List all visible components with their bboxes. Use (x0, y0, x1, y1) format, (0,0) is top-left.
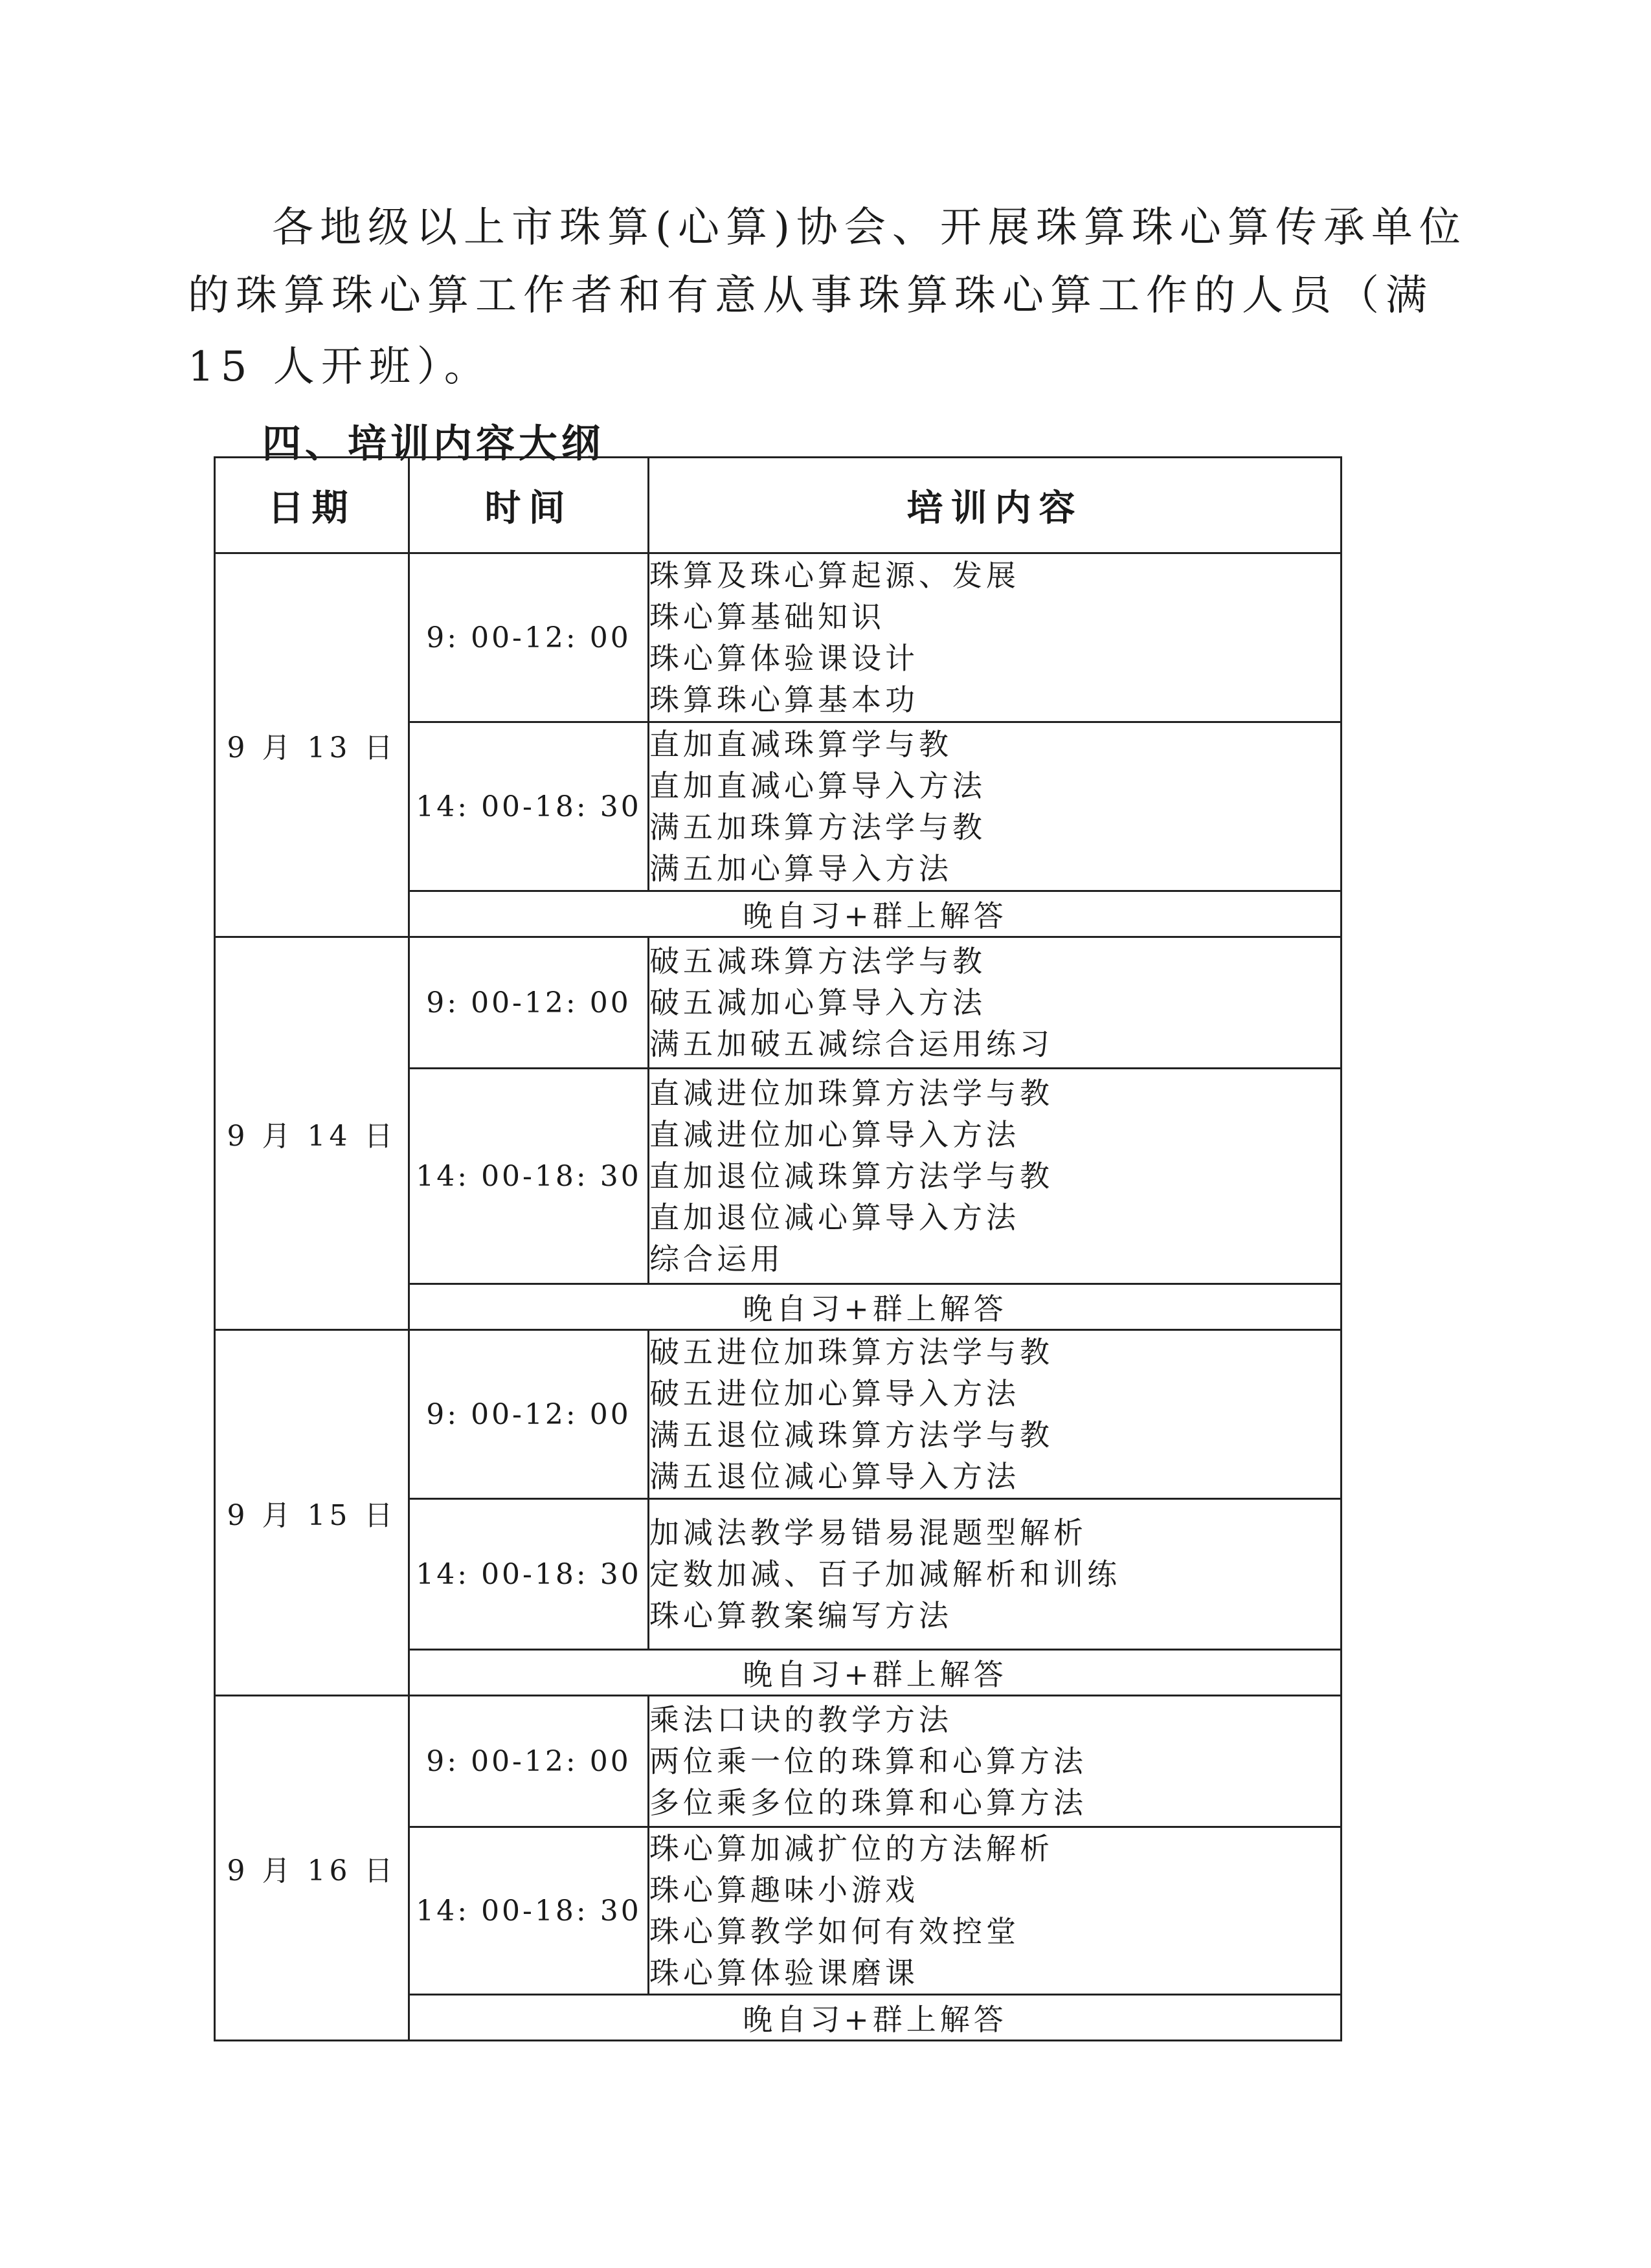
content-item: 乘法口诀的教学方法 (649, 1702, 952, 1737)
time-cell: 9: 00-12: 00 (409, 1696, 649, 1827)
evening-cell: 晚自习+群上解答 (409, 891, 1342, 937)
time-cell: 9: 00-12: 00 (409, 1330, 649, 1499)
content-item: 多位乘多位的珠算和心算方法 (649, 1785, 1087, 1820)
table-row (215, 553, 1342, 722)
time-cell: 9: 00-12: 00 (409, 553, 649, 722)
time-cell: 14: 00-18: 30 (409, 1827, 649, 1995)
content-item: 直加退位减心算导入方法 (649, 1200, 1020, 1235)
header-date: 日期 (215, 458, 409, 553)
content-item: 珠心算体验课磨课 (649, 1955, 919, 1990)
evening-cell: 晚自习+群上解答 (409, 1650, 1342, 1696)
content-cell (649, 937, 1342, 1069)
time-cell: 14: 00-18: 30 (409, 722, 649, 891)
section-heading: 四、培训内容大纲 (262, 421, 604, 467)
content-item: 直减进位加珠算方法学与教 (649, 1076, 1053, 1111)
content-item: 珠心算趣味小游戏 (649, 1873, 919, 1907)
content-item: 破五减加心算导入方法 (649, 985, 986, 1020)
content-item: 破五减珠算方法学与教 (649, 944, 986, 979)
evening-cell: 晚自习+群上解答 (409, 1284, 1342, 1330)
table-row (215, 1330, 1342, 1499)
date-cell: 9 月 13 日 (215, 553, 409, 937)
content-item: 满五加破五减综合运用练习 (649, 1027, 1053, 1062)
content-item: 珠算及珠心算起源、发展 (649, 558, 1020, 593)
content-item: 珠心算教案编写方法 (649, 1598, 952, 1633)
content-cell (649, 1827, 1342, 1995)
content-item: 综合运用 (649, 1241, 784, 1276)
content-item: 两位乘一位的珠算和心算方法 (649, 1744, 1087, 1779)
content-item: 直减进位加心算导入方法 (649, 1117, 1020, 1152)
table-row (215, 1696, 1342, 1827)
content-item: 珠心算体验课设计 (649, 641, 919, 676)
content-item: 直加直减珠算学与教 (649, 727, 952, 762)
date-cell: 9 月 15 日 (215, 1330, 409, 1696)
content-item: 珠心算基础知识 (649, 599, 885, 634)
content-item: 珠心算教学如何有效控堂 (649, 1914, 1020, 1949)
date-cell: 9 月 16 日 (215, 1696, 409, 2041)
content-item: 满五退位减珠算方法学与教 (649, 1418, 1053, 1452)
content-item: 破五进位加心算导入方法 (649, 1376, 1020, 1411)
evening-cell: 晚自习+群上解答 (409, 1995, 1342, 2041)
content-cell (649, 1696, 1342, 1827)
date-cell: 9 月 14 日 (215, 937, 409, 1330)
content-cell (649, 1499, 1342, 1650)
intro-line-1: 各地级以上市珠算(心算)协会、开展珠算珠心算传承单位 (272, 204, 1467, 252)
content-cell (649, 553, 1342, 722)
content-item: 直加直减心算导入方法 (649, 768, 986, 803)
content-cell (649, 722, 1342, 891)
intro-line-2: 的珠算珠心算工作者和有意从事珠算珠心算工作的人员（满 (188, 272, 1433, 320)
content-item: 加减法教学易错易混题型解析 (649, 1515, 1087, 1550)
training-schedule-table (214, 456, 1342, 2041)
header-content: 培训内容 (649, 458, 1342, 553)
header-time: 时间 (409, 458, 649, 553)
content-item: 满五退位减心算导入方法 (649, 1459, 1020, 1494)
intro-line-3: 15 人开班）。 (188, 343, 492, 391)
content-item: 定数加减、百子加减解析和训练 (649, 1557, 1121, 1592)
content-cell (649, 1330, 1342, 1499)
table-row (215, 937, 1342, 1069)
content-cell (649, 1069, 1342, 1284)
content-item: 满五加珠算方法学与教 (649, 810, 986, 845)
content-item: 破五进位加珠算方法学与教 (649, 1335, 1053, 1370)
content-item: 珠心算加减扩位的方法解析 (649, 1831, 1053, 1866)
content-item: 满五加心算导入方法 (649, 851, 952, 886)
content-item: 直加退位减珠算方法学与教 (649, 1159, 1053, 1194)
time-cell: 14: 00-18: 30 (409, 1069, 649, 1284)
time-cell: 9: 00-12: 00 (409, 937, 649, 1069)
time-cell: 14: 00-18: 30 (409, 1499, 649, 1650)
content-item: 珠算珠心算基本功 (649, 682, 919, 717)
table-header-row (215, 458, 1342, 553)
